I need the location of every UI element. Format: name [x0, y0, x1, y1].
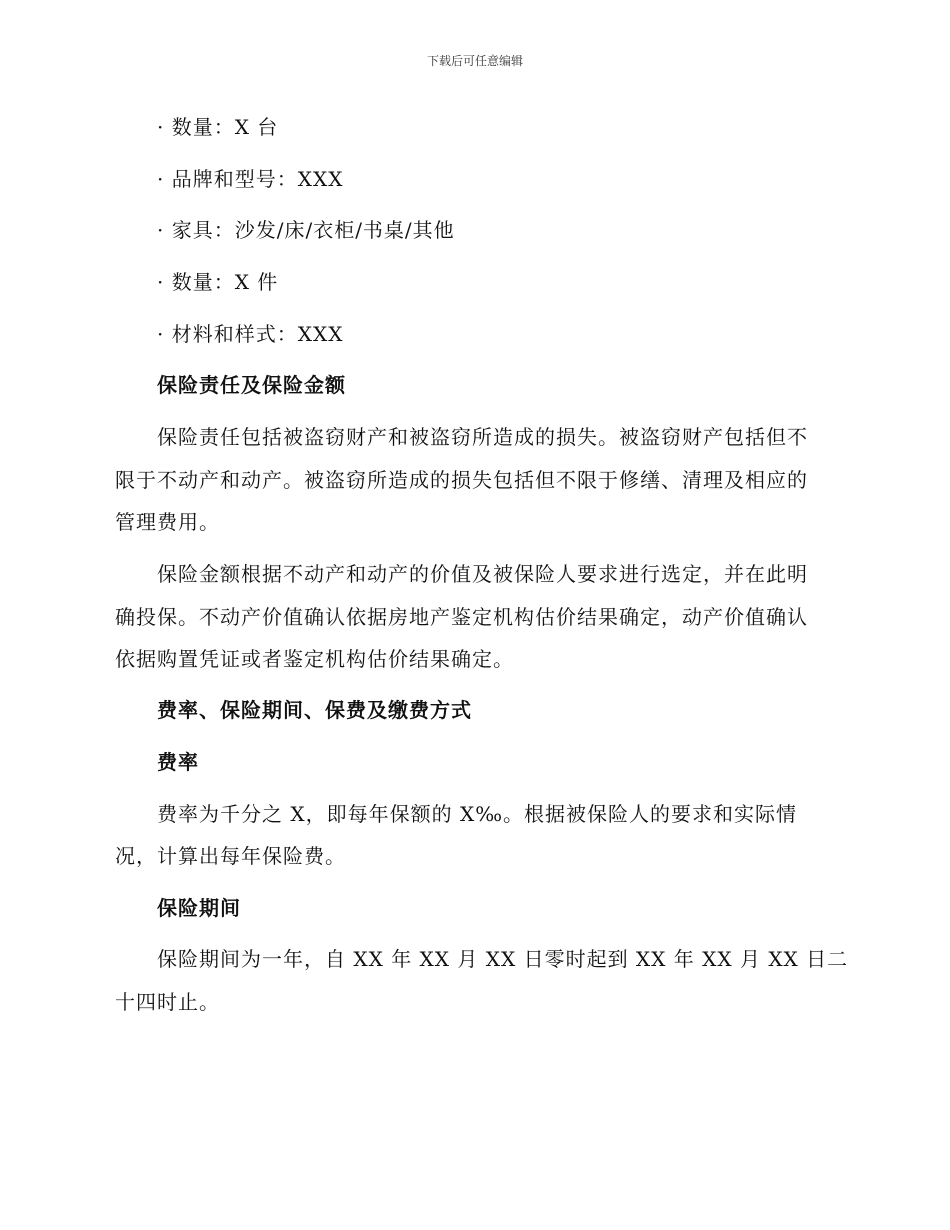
subsection-heading-rate: 费率: [157, 750, 199, 774]
paragraph-line: 况，计算出每年保险费。: [115, 844, 346, 868]
subsection-heading-period: 保险期间: [157, 896, 241, 920]
paragraph-line: 费率为千分之 X，即每年保额的 X‰。根据被保险人的要求和实际情: [157, 802, 798, 826]
bullet-item-furniture: · 家具：沙发/床/衣柜/书桌/其他: [157, 218, 455, 242]
bullet-item-material-style: · 材料和样式：XXX: [157, 322, 344, 346]
section-heading-liability: 保险责任及保险金额: [157, 373, 346, 397]
paragraph-line: 保险期间为一年，自 XX 年 XX 月 XX 日零时起到 XX 年 XX 月 XX 日二: [157, 947, 849, 971]
paragraph-line: 保险责任包括被盗窃财产和被盗窃所造成的损失。被盗窃财产包括但不: [157, 425, 808, 449]
paragraph-line: 管理费用。: [115, 510, 220, 534]
page-header: 下载后可任意编辑: [426, 54, 523, 68]
bullet-item-quantity-pieces: · 数量：X 件: [157, 270, 279, 294]
paragraph-line: 依据购置凭证或者鉴定机构估价结果确定。: [115, 647, 514, 671]
paragraph-line: 限于不动产和动产。被盗窃所造成的损失包括但不限于修缮、清理及相应的: [115, 468, 808, 492]
paragraph-line: 十四时止。: [115, 990, 220, 1014]
section-heading-rate-period: 费率、保险期间、保费及缴费方式: [157, 698, 472, 722]
paragraph-line: 保险金额根据不动产和动产的价值及被保险人要求进行选定，并在此明: [157, 562, 808, 586]
bullet-item-quantity-units: · 数量：X 台: [157, 115, 279, 139]
bullet-item-brand-model: · 品牌和型号：XXX: [157, 167, 344, 191]
paragraph-line: 确投保。不动产价值确认依据房地产鉴定机构估价结果确定，动产价值确认: [115, 605, 808, 629]
